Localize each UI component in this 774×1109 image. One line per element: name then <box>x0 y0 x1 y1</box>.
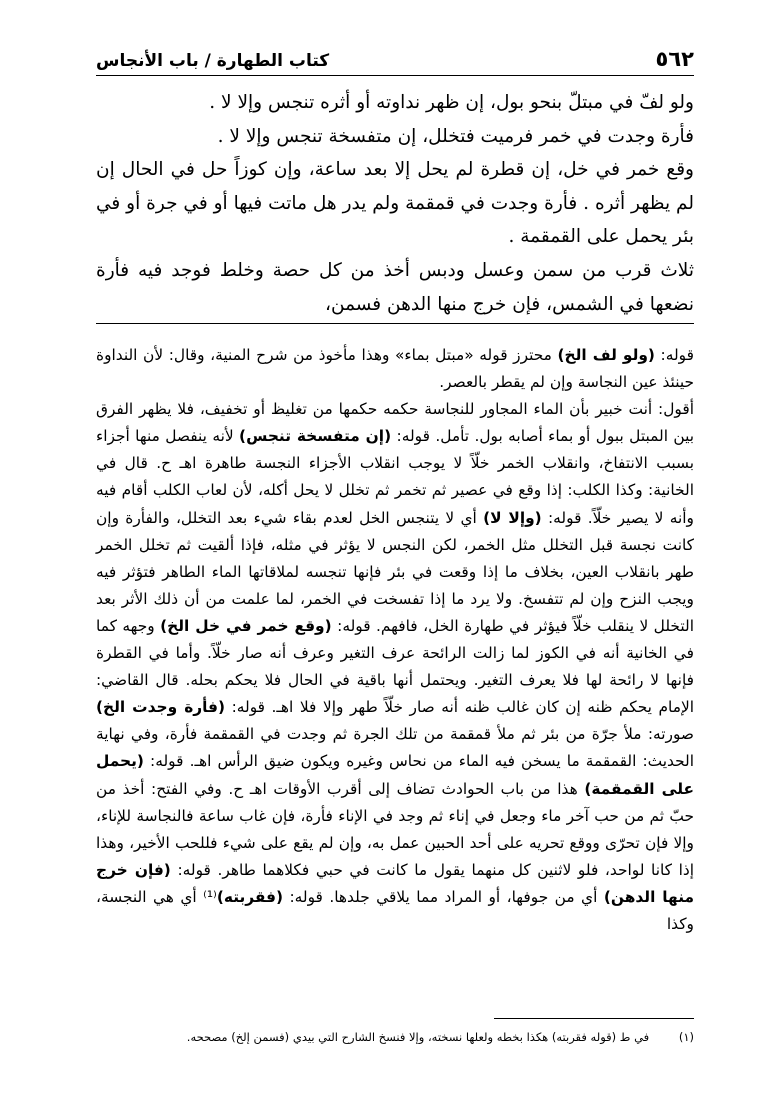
quoted-lemma: (إن متفسخة تنجس) <box>239 427 392 446</box>
matn-paragraph: ثلاث قرب من سمن وعسل ودبس أخذ من كل حصة وخلط فوجد فيه فأرة نضعها في الشمس، فإن خرج منها الدهن فسمن، <box>96 259 694 315</box>
quoted-lemma: (وإلا لا) <box>483 508 542 527</box>
commentary-segment: محترز قوله «مبتل بماء» وهذا مأخوذ من شرح المنية، وقال: لأن النداوة حينئذ عين النجاسة وإن لم يقطر بالعصر. <box>96 346 694 392</box>
quoted-lemma: (فقربته) <box>216 887 284 906</box>
commentary-segment: ⁽¹⁾ أي هي النجسة، وكذا <box>96 887 694 933</box>
commentary-text <box>96 342 694 938</box>
commentary-segment: هذا من باب الحوادث تضاف إلى أقرب الأوقات اهـ ح. وفي الفتح: أخذ من حبّ ثم من حب آخر ماء وجعل في إناء ثم وجد في الإناء فأرة، فإن غاب ساعة فالنجاسة للإناء، وإلا فإن تحرّى ووقع تحريه على أحد الحبين عمل به، وإن لم يقع على شيء فللحب الأخير، وهذا إذا كانا لواحد، فلو لاثنين كل منهما يقول ما كانت في حبي فكلاهما طاهر. قوله: <box>96 779 694 879</box>
quoted-lemma: (ولو لف الخ) <box>557 346 655 364</box>
matn-paragraph: فأرة وجدت في خمر فرميت فتخلل، إن متفسخة تنجس وإلا لا . <box>217 125 694 147</box>
page-number: ٥٦٢ <box>655 47 694 71</box>
commentary-segment: لأنه ينفصل منها أجزاء بسبب الانتفاخ، وانقلاب الخمر خلّاً لا يوجب انقلاب الأجزاء النجسة طاهرة اهـ ح. قال في الخانية: وكذا الكلب: إذا وقع في عصير ثم تخمر ثم تخلل لا يحل أكله، لأن لعاب الكلب أقام فيه وأنه لا يصير خلّاً. قوله: <box>96 427 694 527</box>
commentary-paragraph <box>96 396 694 938</box>
matn-paragraph: ولو لفّ في مبتلّ بنحو بول، إن ظهر نداوته أو أثره تنجس وإلا لا . <box>209 92 694 113</box>
footnote <box>96 1028 694 1046</box>
commentary-segment: صورته: ملأ جرّة من بئر ثم ملأ قمقمة من تلك الجرة ثم وجدت في القمقمة فأرة، وفي نهاية الحديث: القمقمة ما يسخن فيه الماء من نحاس وغيره ويكون ضيق الرأس اهـ. قوله: <box>96 725 694 771</box>
footnote-number: (١) <box>678 1030 694 1044</box>
commentary-segment: أقول: أنت خبير بأن الماء المجاور للنجاسة حكمه حكمها من تغليظ أو تخفيف، فلا يظهر الفرق بين المبتل ببول أو بماء أصابه بول. تأمل. قوله: <box>96 400 694 446</box>
main-text <box>96 86 694 321</box>
section-divider <box>96 323 694 324</box>
running-title: كتاب الطهارة / باب الأنجاس <box>96 51 330 71</box>
footnote-text: في ط (قوله فقربته) هكذا بخطه ولعلها نسخته، وإلا فنسخ الشارح التي بيدي (فسمن إلخ) مصححه. <box>186 1030 650 1044</box>
commentary-segment: أي من جوفها، أو المراد مما يلاقي جلدها. قوله: <box>283 887 604 906</box>
matn-paragraph: وقع خمر في خل، إن قطرة لم يحل إلا بعد ساعة، وإن كوزاً حل في الحال إن لم يظهر أثره . فأرة وجدت في قمقمة ولم يدر هل ماتت فيها أو في جرة أو في بئر يحمل على القمقمة . <box>96 159 694 248</box>
page-header <box>96 42 694 76</box>
quoted-lemma: (وقع خمر في خل الخ) <box>160 616 332 635</box>
quoted-lemma: (يحمل على القمقمة) <box>96 752 695 798</box>
commentary-segment: قوله: <box>654 346 694 364</box>
quoted-lemma: (فإن خرج منها الدهن) <box>96 860 695 906</box>
footnote-rule <box>494 1018 694 1019</box>
commentary-segment: وجهه كما في الخانية أنه في الكوز لما زالت الرائحة عرف التغير وعرف أنه صار خلّاً. وأما في القطرة فإنها لا رائحة لها فلا يعرف التغير. ويحتمل أنها باقية في الحال فلا يحكم بحله. قال القاضي: الإمام يحكم ظنه إن كان غالب ظنه أنه صار خلّاً طهر وإلا فلا اهـ. قوله: <box>96 616 695 717</box>
commentary-paragraph <box>96 342 694 396</box>
commentary-segment: أي لا يتنجس الخل لعدم بقاء شيء بعد التخلل، والفأرة وإن كانت نجسة قبل التخلل مثل الخمر، لكن النجس لا يؤثر في مثله، فإذا ألقيت ثم تخلل الخمر طهر بانقلاب العين، بخلاف ما إذا وقعت في بئر فإنها تنجسه لملاقاتها الماء الطاهر فتؤثر فيه ويجب النزح وإن لم تتفسخ. ولا يرد ما إذا تفسخت في الخمر، لما علمت من أن ذلك الأثر بعد التخلل لا ينقلب خلّاً فيؤثر في طهارة الخل، فافهم. قوله: <box>96 508 694 635</box>
quoted-lemma: (فأرة وجدت الخ) <box>96 698 226 717</box>
